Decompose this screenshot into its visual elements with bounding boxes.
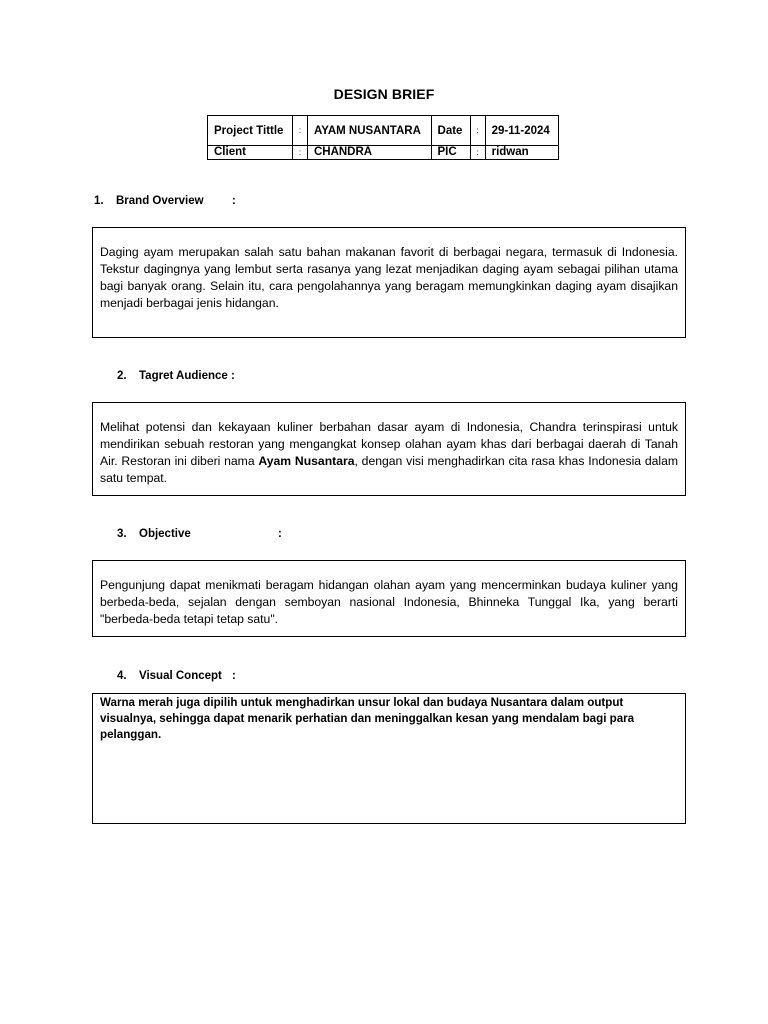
brand-name-emphasis: Ayam Nusantara [258, 454, 355, 468]
client-label: Client [208, 146, 293, 160]
date-value: 29-11-2024 [485, 116, 558, 146]
visual-concept-text: Warna merah juga dipilih untuk menghadirkan unsur lokal dan budaya Nusantara dalam output visualnya, sehingga dapat menarik perhatian dan meninggalkan kesan yang mendalam bagi para pelanggan. [100, 696, 635, 741]
section-heading-objective [117, 528, 282, 540]
section-number: 2. [117, 370, 127, 382]
visual-concept-box [92, 693, 686, 824]
section-heading-visual-concept [117, 670, 236, 682]
separator: : [470, 116, 485, 146]
separator: : [292, 116, 307, 146]
project-title-label: Project Tittle [208, 116, 293, 146]
pic-value: ridwan [485, 146, 558, 160]
section-colon: : [231, 370, 235, 382]
brand-overview-text: Daging ayam merupakan salah satu bahan makanan favorit di berbagai negara, termasuk di Indonesia. Tekstur dagingnya yang lembut serta rasanya yang lezat menjadikan daging ayam sebagai pilihan utama bagi banyak orang. Selain itu, cara pengolahannya yang beragam memungkinkan daging ayam disajikan menjadi berbagai jenis hidangan. [100, 245, 678, 310]
section-colon: : [232, 670, 236, 682]
separator: : [470, 146, 485, 160]
section-heading-brand-overview [94, 195, 236, 207]
section-title: Visual Concept [139, 670, 222, 682]
target-audience-text-part: Melihat potensi dan kekayaan kuliner berbahan dasar ayam di Indonesia, Chandra terinspirasi untuk mendirikan sebuah restoran yang mengangkat konsep olahan ayam khas dari berbagai daerah di Tanah Air. Restoran ini diberi nama [100, 420, 678, 468]
objective-box [92, 560, 686, 637]
project-info-table [207, 115, 559, 160]
client-value: CHANDRA [307, 146, 431, 160]
separator: : [292, 146, 307, 160]
section-title: Brand Overview [116, 195, 204, 207]
objective-text: Pengunjung dapat menikmati beragam hidangan olahan ayam yang mencerminkan budaya kuliner yang berbeda-beda, sejalan dengan semboyan nasional Indonesia, Bhinneka Tunggal Ika, yang berarti "berbeda-beda tetapi tetap satu". [100, 578, 678, 626]
target-audience-text-part: , dengan visi menghadirkan cita rasa khas Indonesia dalam satu tempat. [100, 454, 679, 485]
section-colon: : [278, 528, 282, 540]
project-title-value: AYAM NUSANTARA [307, 116, 431, 146]
section-number: 3. [117, 528, 127, 540]
section-number: 4. [117, 670, 127, 682]
target-audience-box [92, 402, 686, 496]
section-title: Objective [139, 528, 191, 540]
section-heading-target-audience [117, 370, 235, 382]
brand-overview-box [92, 227, 686, 338]
date-label: Date [431, 116, 470, 146]
section-number: 1. [94, 195, 104, 207]
table-row [208, 116, 559, 146]
section-colon: : [232, 195, 236, 207]
page-title: DESIGN BRIEF [333, 86, 435, 102]
table-row [208, 146, 559, 160]
pic-label: PIC [431, 146, 470, 160]
section-title: Tagret Audience [139, 370, 228, 382]
target-audience-text [100, 419, 678, 487]
